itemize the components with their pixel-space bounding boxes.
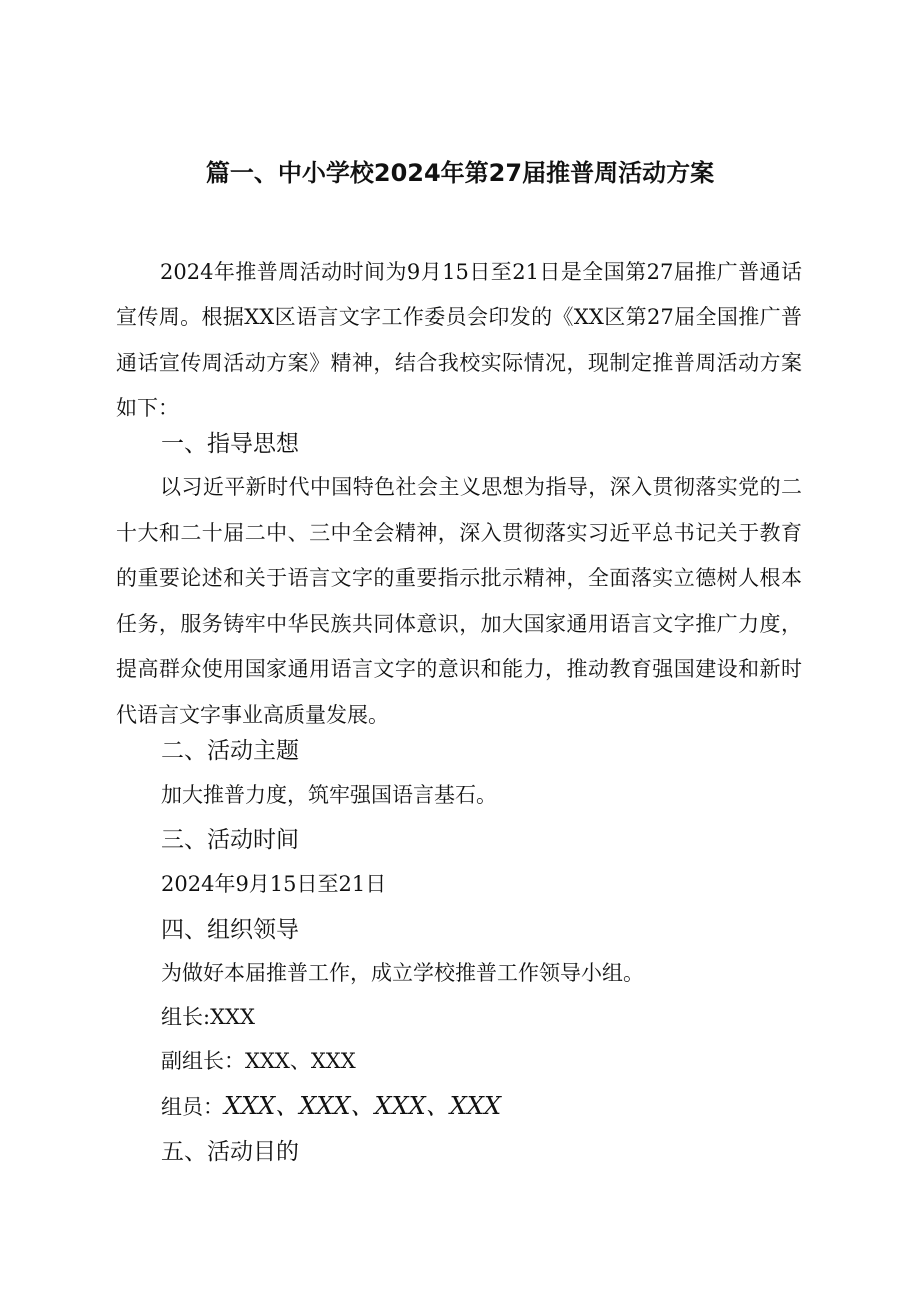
org-text: 为做好本届推普工作，成立学校推普工作领导小组。 <box>161 961 644 985</box>
section-heading-org: 四、组织领导 <box>161 917 299 943</box>
org-members: XXX、XXX、XXX、XXX <box>224 1092 502 1120</box>
section-heading-time: 三、活动时间 <box>161 827 299 853</box>
theme-text: 加大推普力度，筑牢强国语言基石。 <box>161 783 497 807</box>
org-leader: 组长:XXX <box>161 1005 255 1029</box>
section-heading-guide: 一、指导思想 <box>161 431 299 457</box>
org-members-line <box>161 1090 501 1123</box>
intro-paragraph: 2024年推普周活动时间为9月15日至21日是全国第27届推广普通话宣传周。根据XX区语言文字工作委员会印发的《XX区第27届全国推广普通话宣传周活动方案》精神，结合我校实际情况，现制定推普周活动方案如下： <box>116 260 802 420</box>
org-members-label: 组员： <box>161 1095 224 1119</box>
org-deputy: 副组长：XXX、XXX <box>161 1049 356 1073</box>
guide-paragraph: 以习近平新时代中国特色社会主义思想为指导，深入贯彻落实党的二十大和二十届二中、三中全会精神，深入贯彻落实习近平总书记关于教育的重要论述和关于语言文字的重要指示批示精神，全面落实立德树人根本任务，服务铸牢中华民族共同体意识，加大国家通用语言文字推广力度，提高群众使用国家通用语言文字的意识和能力，推动教育强国建设和新时代语言文字事业高质量发展。 <box>116 475 802 727</box>
section-heading-theme: 二、活动主题 <box>161 738 299 764</box>
section-heading-purpose: 五、活动目的 <box>161 1139 299 1165</box>
time-text: 2024年9月15日至21日 <box>161 872 387 896</box>
document-title: 篇一、中小学校2024年第27届推普周活动方案 <box>205 159 715 187</box>
